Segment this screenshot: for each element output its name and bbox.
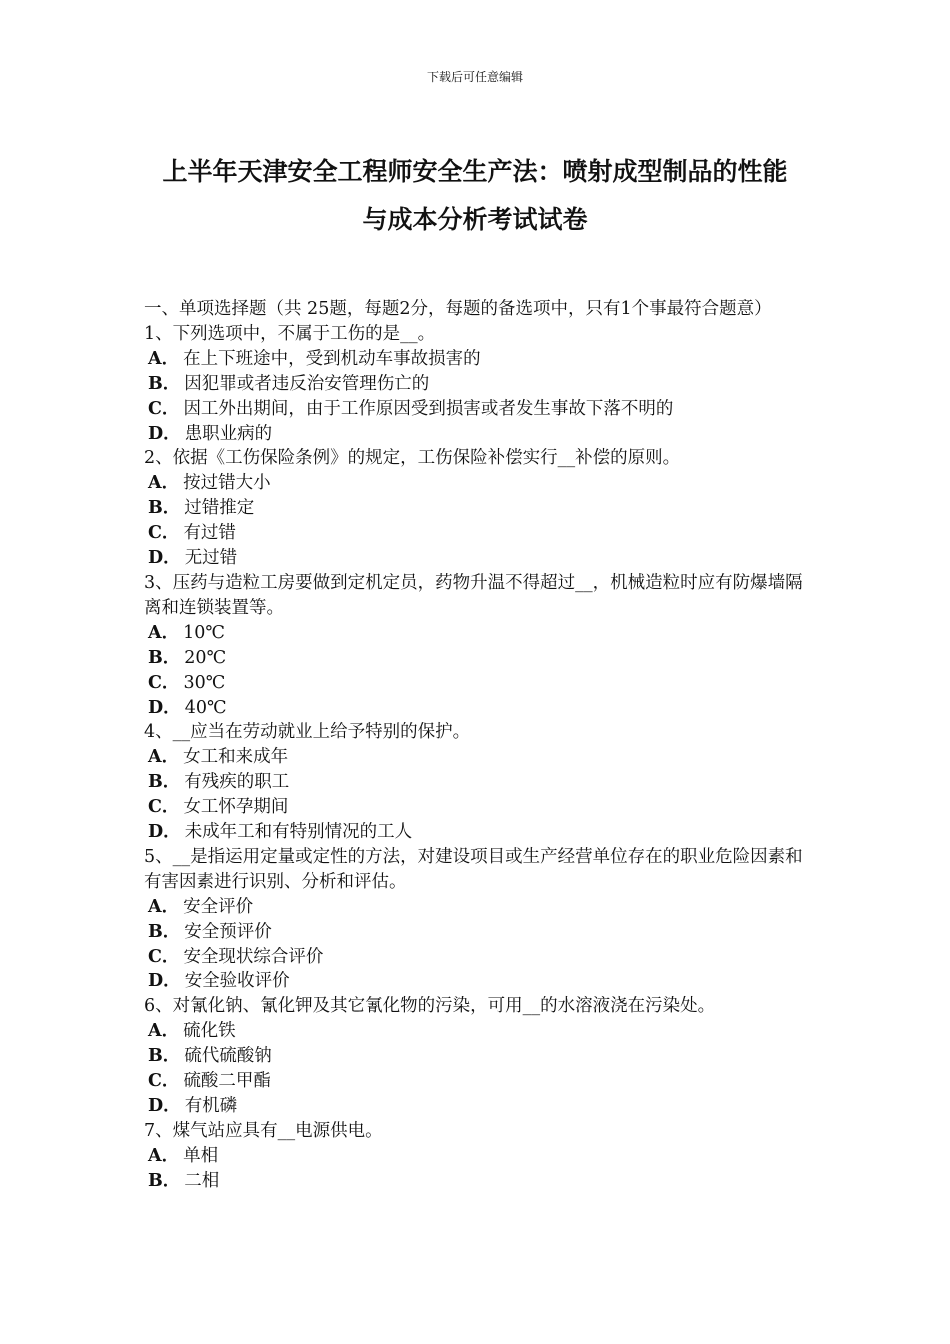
answer-option — [144, 671, 812, 696]
question-stem: 2、依据《工伤保险条例》的规定，工伤保险补偿实行__补偿的原则。 — [144, 448, 681, 469]
option-letter: C． — [148, 672, 180, 693]
option-text: 因犯罪或者违反治安管理伤亡的 — [184, 373, 430, 394]
option-letter: D． — [148, 423, 181, 444]
option-letter: A． — [148, 473, 180, 494]
answer-option — [144, 646, 812, 671]
option-letter: B． — [148, 772, 181, 793]
title-line-2: 与成本分析考试试卷 — [362, 205, 588, 234]
option-text: 安全预评价 — [184, 921, 272, 942]
option-letter: B． — [148, 1046, 181, 1067]
option-letter: B． — [148, 373, 181, 394]
option-letter: B． — [148, 921, 181, 942]
answer-option — [144, 496, 812, 521]
option-text: 硫酸二甲酯 — [183, 1071, 271, 1092]
answer-option — [144, 1019, 812, 1044]
option-text: 二相 — [184, 1170, 220, 1191]
option-text: 有残疾的职工 — [184, 772, 290, 793]
option-letter: C． — [148, 946, 180, 967]
option-letter: A． — [148, 896, 180, 917]
answer-option — [144, 920, 812, 945]
title-line-1: 上半年天津安全工程师安全生产法：喷射成型制品的性能 — [162, 157, 788, 186]
question-stem: 3、压药与造粒工房要做到定机定员，药物升温不得超过__，机械造粒时应有防爆墙隔离和连锁装置等。 — [144, 572, 803, 618]
question-stem: 1、下列选项中，不属于工伤的是__。 — [144, 323, 436, 344]
question-list — [144, 322, 812, 1194]
option-text: 10℃ — [183, 622, 225, 643]
option-text: 在上下班途中，受到机动车事故损害的 — [183, 348, 481, 369]
option-letter: A． — [148, 1145, 180, 1166]
option-letter: C． — [148, 398, 180, 419]
answer-option — [144, 895, 812, 920]
option-letter: D． — [148, 1096, 181, 1116]
option-letter: A． — [148, 747, 180, 768]
question-stem: 6、对氰化钠、氰化钾及其它氰化物的污染，可用__的水溶液浇在污染处。 — [144, 996, 716, 1017]
question-block — [144, 446, 812, 571]
option-letter: B． — [148, 498, 181, 519]
option-text: 女工怀孕期间 — [183, 797, 289, 818]
option-text: 安全验收评价 — [184, 971, 290, 992]
answer-option — [144, 1044, 812, 1069]
answer-option — [144, 372, 812, 397]
question-block — [144, 720, 812, 845]
option-text: 过错推定 — [184, 498, 255, 519]
answer-option — [144, 546, 812, 571]
question-stem: 5、__是指运用定量或定性的方法，对建设项目或生产经营单位存在的职业危险因素和有害因素进行识别、分析和评估。 — [144, 846, 803, 892]
answer-option — [144, 795, 812, 820]
option-letter: A． — [148, 1021, 180, 1042]
option-text: 硫代硫酸钠 — [184, 1046, 272, 1067]
option-letter: B． — [148, 647, 181, 668]
answer-option — [144, 347, 812, 372]
question-stem: 4、__应当在劳动就业上给予特别的保护。 — [144, 722, 471, 743]
option-letter: B． — [148, 1170, 181, 1191]
option-text: 按过错大小 — [183, 473, 271, 494]
option-text: 因工外出期间，由于工作原因受到损害或者发生事故下落不明的 — [183, 398, 674, 419]
document-title — [100, 148, 850, 244]
question-block — [144, 571, 812, 720]
answer-option — [144, 1144, 812, 1169]
option-letter: C． — [148, 523, 180, 544]
question-block — [144, 994, 812, 1119]
option-letter: A． — [148, 348, 180, 369]
answer-option — [144, 397, 812, 422]
answer-option — [144, 820, 812, 845]
option-letter: D． — [148, 971, 181, 992]
question-block — [144, 1119, 812, 1194]
option-text: 安全评价 — [183, 896, 254, 917]
option-text: 安全现状综合评价 — [183, 946, 324, 967]
exam-content — [144, 297, 812, 1194]
answer-option — [144, 422, 812, 447]
option-text: 硫化铁 — [183, 1021, 236, 1042]
answer-option — [144, 969, 812, 994]
answer-option — [144, 1069, 812, 1094]
question-block — [144, 322, 812, 447]
option-letter: D． — [148, 548, 181, 569]
answer-option — [144, 696, 812, 721]
option-text: 无过错 — [184, 548, 238, 569]
option-letter: A． — [148, 622, 180, 643]
option-letter: D． — [148, 822, 181, 843]
question-block — [144, 845, 812, 994]
option-text: 女工和来成年 — [183, 747, 289, 768]
header-note: 下载后可任意编辑 — [426, 70, 523, 84]
option-text: 40℃ — [184, 697, 227, 718]
option-text: 单相 — [183, 1145, 219, 1166]
answer-option — [144, 1169, 812, 1194]
option-letter: D． — [148, 697, 181, 718]
answer-option — [144, 945, 812, 970]
option-letter: C． — [148, 1071, 180, 1092]
option-text: 有过错 — [183, 523, 236, 544]
option-text: 20℃ — [184, 647, 227, 668]
answer-option — [144, 521, 812, 546]
answer-option — [144, 621, 812, 646]
option-text: 患职业病的 — [184, 423, 273, 444]
answer-option — [144, 770, 812, 795]
answer-option — [144, 471, 812, 496]
option-text: 30℃ — [183, 672, 226, 693]
question-stem: 7、煤气站应具有__电源供电。 — [144, 1120, 383, 1141]
section-heading: 一、单项选择题（共 25题，每题2分，每题的备选项中，只有1个事最符合题意） — [144, 299, 772, 319]
option-letter: C． — [148, 797, 180, 818]
answer-option — [144, 745, 812, 770]
answer-option — [144, 1094, 812, 1119]
option-text: 有机磷 — [184, 1096, 238, 1116]
option-text: 未成年工和有特别情况的工人 — [184, 822, 413, 843]
